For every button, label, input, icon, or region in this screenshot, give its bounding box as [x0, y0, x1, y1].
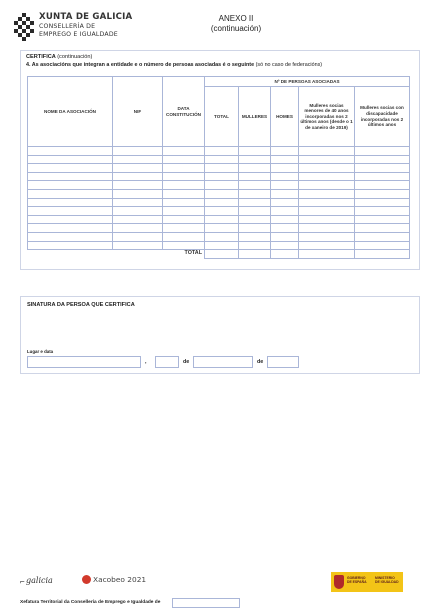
table-row: [28, 207, 410, 216]
table-cell[interactable]: [113, 207, 163, 216]
table-cell[interactable]: [163, 241, 205, 250]
xacobeo-mark-icon: [82, 575, 91, 584]
col-header-women: MULLERES: [239, 87, 271, 147]
table-cell[interactable]: [239, 215, 271, 224]
table-cell[interactable]: [113, 164, 163, 173]
logo-line-conselleria: CONSELLERÍA DE: [39, 23, 96, 30]
office-text: Xefatura Territorial da Consellería de Emprego e Igualdade de: [20, 600, 161, 605]
question-text: 4. As asociacións que integran a entidade e o número de persoas asociadas é o seguinte: [26, 62, 255, 68]
annex-heading: [196, 14, 276, 33]
total-cell[interactable]: [205, 250, 239, 259]
table-cell[interactable]: [205, 189, 239, 198]
table-cell[interactable]: [355, 241, 410, 250]
table-cell[interactable]: [299, 155, 355, 164]
table-cell[interactable]: [205, 172, 239, 181]
table-cell[interactable]: [113, 241, 163, 250]
table-cell[interactable]: [113, 155, 163, 164]
table-cell[interactable]: [271, 172, 299, 181]
table-cell[interactable]: [239, 224, 271, 233]
col-header-disability: Mulleres socias con discapacidade incorporadas nos 2 últimos anos: [355, 87, 410, 147]
table-cell[interactable]: [299, 224, 355, 233]
table-cell[interactable]: [299, 232, 355, 241]
gov-text-line: DE IGUALDAD: [375, 580, 399, 584]
table-cell[interactable]: [28, 172, 113, 181]
table-cell[interactable]: [355, 164, 410, 173]
table-cell[interactable]: [239, 147, 271, 156]
table-cell[interactable]: [28, 207, 113, 216]
annex-title: ANEXO II: [218, 14, 254, 23]
table-cell[interactable]: [205, 241, 239, 250]
logo-line-emprego: EMPREGO E IGUALDADE: [39, 31, 118, 38]
table-cell[interactable]: [163, 207, 205, 216]
table-cell[interactable]: [205, 232, 239, 241]
table-cell[interactable]: [205, 155, 239, 164]
table-cell[interactable]: [271, 241, 299, 250]
table-cell[interactable]: [163, 147, 205, 156]
col-header-nif: NIF: [113, 77, 163, 147]
table-cell[interactable]: [205, 181, 239, 190]
col-header-group: Nº DE PERSOAS ASOCIADAS: [205, 77, 410, 87]
month-input[interactable]: [193, 356, 253, 368]
associations-table-body: [28, 147, 410, 250]
table-cell[interactable]: [299, 181, 355, 190]
table-cell[interactable]: [299, 241, 355, 250]
table-cell[interactable]: [113, 198, 163, 207]
col-header-total: TOTAL: [205, 87, 239, 147]
gov-text-line: MINISTERIO: [375, 576, 395, 580]
total-cell[interactable]: [299, 250, 355, 259]
table-cell[interactable]: [239, 198, 271, 207]
table-cell[interactable]: [113, 189, 163, 198]
col-header-name: NOME DA ASOCIACIÓN: [28, 77, 113, 147]
table-cell[interactable]: [28, 147, 113, 156]
table-row: [28, 147, 410, 156]
table-cell[interactable]: [239, 172, 271, 181]
certificate-title-note: (continuación): [57, 54, 93, 60]
table-cell[interactable]: [271, 189, 299, 198]
table-cell[interactable]: [355, 147, 410, 156]
table-cell[interactable]: [299, 207, 355, 216]
xacobeo-logo: [82, 575, 146, 584]
table-cell[interactable]: [239, 232, 271, 241]
galicia-mark-icon: ⌐: [20, 577, 25, 586]
table-cell[interactable]: [163, 232, 205, 241]
table-cell[interactable]: [271, 164, 299, 173]
table-cell[interactable]: [271, 198, 299, 207]
table-row: [28, 172, 410, 181]
col-header-date: DATA CONSTITUCIÓN: [163, 77, 205, 147]
table-cell[interactable]: [163, 172, 205, 181]
table-cell[interactable]: [163, 198, 205, 207]
table-row: [28, 232, 410, 241]
table-cell[interactable]: [271, 181, 299, 190]
table-cell[interactable]: [163, 181, 205, 190]
col-header-men: HOMES: [271, 87, 299, 147]
footer-logos: [20, 572, 420, 594]
associations-table: [27, 76, 410, 259]
certificate-title: [26, 54, 92, 60]
place-date-label: Lugar e data: [27, 349, 54, 354]
table-cell[interactable]: [299, 198, 355, 207]
table-cell[interactable]: [239, 164, 271, 173]
table-total-row: [28, 250, 410, 259]
table-cell[interactable]: [113, 215, 163, 224]
government-logo: [331, 572, 403, 592]
day-input[interactable]: [155, 356, 179, 368]
table-row: [28, 198, 410, 207]
table-cell[interactable]: [239, 207, 271, 216]
table-cell[interactable]: [355, 189, 410, 198]
table-cell[interactable]: [28, 181, 113, 190]
question-note: (só no caso de federacións): [255, 62, 323, 68]
annex-subtitle: (continuación): [210, 23, 262, 33]
table-cell[interactable]: [355, 232, 410, 241]
table-row: [28, 181, 410, 190]
table-row: [28, 164, 410, 173]
table-cell[interactable]: [355, 207, 410, 216]
signature-title: SINATURA DA PERSOA QUE CERTIFICA: [27, 302, 135, 308]
table-cell[interactable]: [28, 232, 113, 241]
spain-shield-icon: [334, 575, 344, 589]
office-province-input[interactable]: [172, 598, 240, 608]
table-cell[interactable]: [299, 215, 355, 224]
table-cell[interactable]: [28, 241, 113, 250]
table-cell[interactable]: [205, 147, 239, 156]
table-cell[interactable]: [28, 198, 113, 207]
table-cell[interactable]: [163, 189, 205, 198]
table-row: [28, 224, 410, 233]
table-cell[interactable]: [28, 215, 113, 224]
table-cell[interactable]: [271, 207, 299, 216]
total-cell[interactable]: [271, 250, 299, 259]
de-separator: de: [183, 359, 190, 365]
table-cell[interactable]: [205, 164, 239, 173]
table-cell[interactable]: [271, 224, 299, 233]
table-cell[interactable]: [355, 172, 410, 181]
gov-text-gobierno: [347, 576, 367, 584]
total-cell[interactable]: [355, 250, 410, 259]
total-label: TOTAL: [28, 250, 205, 259]
table-cell[interactable]: [271, 155, 299, 164]
gov-text-line: DE ESPAÑA: [347, 580, 367, 584]
col-header-young-women: Mulleres socias menores de 40 anos incorporadas nos 2 últimos anos (desde o 1 de xaneiro de 2019): [299, 87, 355, 147]
comma-separator: ,: [145, 359, 147, 365]
table-cell[interactable]: [271, 215, 299, 224]
table-cell[interactable]: [299, 164, 355, 173]
table-cell[interactable]: [239, 155, 271, 164]
signature-section: [20, 296, 420, 374]
table-row: [28, 241, 410, 250]
xunta-logo-text: [39, 12, 132, 39]
table-cell[interactable]: [113, 172, 163, 181]
table-cell[interactable]: [205, 207, 239, 216]
table-cell[interactable]: [28, 164, 113, 173]
table-row: [28, 215, 410, 224]
table-cell[interactable]: [113, 224, 163, 233]
table-cell[interactable]: [163, 215, 205, 224]
de-separator: de: [257, 359, 264, 365]
table-cell[interactable]: [163, 155, 205, 164]
place-input[interactable]: [27, 356, 141, 368]
table-cell[interactable]: [355, 155, 410, 164]
table-row: [28, 155, 410, 164]
galicia-logo: galicia: [26, 576, 53, 585]
table-cell[interactable]: [113, 147, 163, 156]
xacobeo-text: Xacobeo 2021: [93, 575, 147, 584]
gov-text-ministerio: [375, 576, 399, 584]
table-cell[interactable]: [28, 155, 113, 164]
certificate-section: [20, 50, 420, 270]
table-cell[interactable]: [355, 198, 410, 207]
table-cell[interactable]: [355, 224, 410, 233]
table-cell[interactable]: [239, 181, 271, 190]
table-cell[interactable]: [28, 224, 113, 233]
table-cell[interactable]: [299, 172, 355, 181]
table-cell[interactable]: [299, 147, 355, 156]
certificate-question: [26, 62, 322, 68]
table-cell[interactable]: [113, 181, 163, 190]
table-cell[interactable]: [239, 241, 271, 250]
table-cell[interactable]: [205, 198, 239, 207]
xunta-emblem-icon: [14, 13, 34, 41]
table-cell[interactable]: [271, 147, 299, 156]
table-cell[interactable]: [113, 232, 163, 241]
table-cell[interactable]: [205, 215, 239, 224]
page-header: [14, 12, 426, 46]
table-cell[interactable]: [205, 224, 239, 233]
table-cell[interactable]: [271, 232, 299, 241]
table-cell[interactable]: [28, 189, 113, 198]
gov-text-line: GOBIERNO: [347, 576, 366, 580]
table-cell[interactable]: [163, 164, 205, 173]
total-cell[interactable]: [239, 250, 271, 259]
table-row: [28, 189, 410, 198]
table-cell[interactable]: [355, 215, 410, 224]
certificate-title-main: CERTIFICA: [26, 54, 56, 60]
year-input[interactable]: [267, 356, 299, 368]
logo-line-xunta: XUNTA DE GALICIA: [39, 12, 133, 22]
table-cell[interactable]: [355, 181, 410, 190]
table-cell[interactable]: [163, 224, 205, 233]
table-cell[interactable]: [299, 189, 355, 198]
table-cell[interactable]: [239, 189, 271, 198]
